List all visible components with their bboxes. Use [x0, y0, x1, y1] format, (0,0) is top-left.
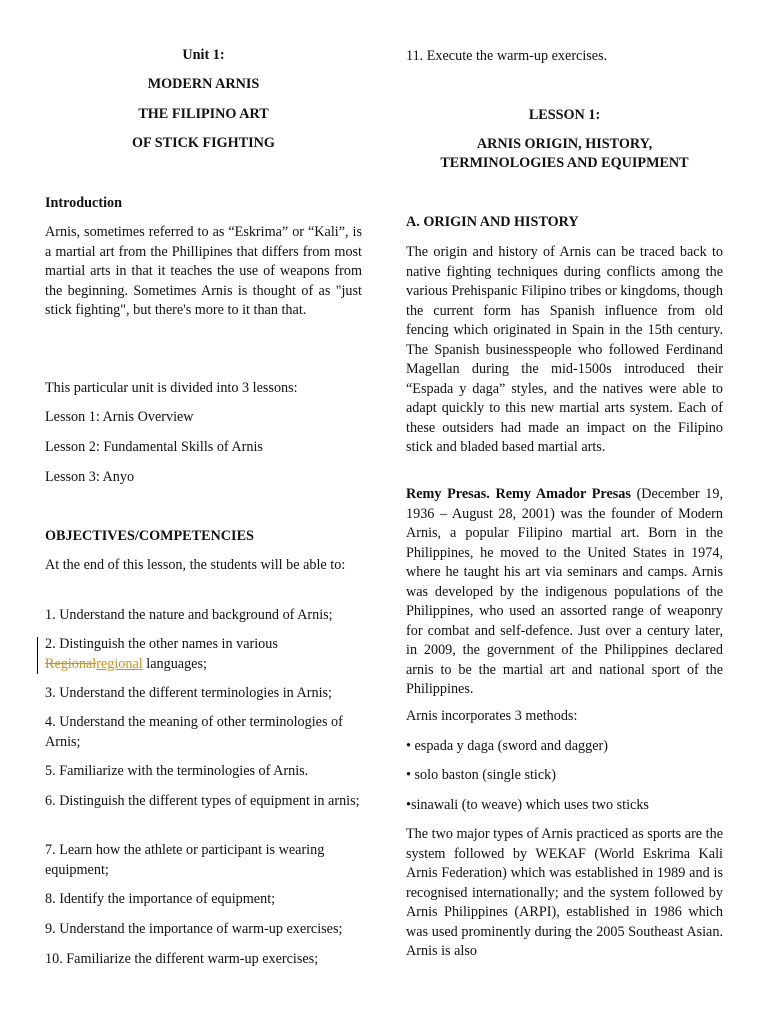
objective-2 — [45, 635, 362, 674]
method-item-1: • espada y daga (sword and dagger) — [406, 738, 608, 754]
origin-history-heading: A. ORIGIN AND HISTORY — [406, 214, 579, 230]
unit-title-line-1: MODERN ARNIS — [147, 76, 260, 92]
remy-presas-text: (December 19, 1936 – August 28, 2001) was the founder of Modern Arnis, a popular Filipino martial art. Born in the Philippines, he moved to the United States in 1974, where he taught his art via seminars and camps. Arnis was developed by the indigenous populations of the Philippines, who used an assorted range of weaponry for combat and self-defence. Just over a century later, in 2009, the government of the Philippines declared arnis to be the martial art and national sport of the Philippines. — [406, 486, 724, 697]
lesson-subtitle-line-2: TERMINOLOGIES AND EQUIPMENT — [440, 155, 689, 171]
revision-change-bar — [37, 637, 38, 674]
objective-11: 11. Execute the warm-up exercises. — [406, 48, 608, 64]
objectives-intro: At the end of this lesson, the students will be able to: — [45, 557, 346, 573]
objective-2-prefix: 2. Distinguish the other names in various — [45, 636, 278, 652]
objective-6: 6. Distinguish the different types of equipment in arnis; — [45, 793, 360, 809]
lesson-item-2: Lesson 2: Fundamental Skills of Arnis — [45, 439, 263, 455]
objective-8: 8. Identify the importance of equipment; — [45, 891, 276, 907]
objective-10: 10. Familiarize the different warm-up exercises; — [45, 951, 319, 967]
lesson-title: LESSON 1: — [528, 107, 601, 123]
lesson-item-1: Lesson 1: Arnis Overview — [45, 409, 194, 425]
remy-presas-paragraph — [406, 485, 723, 700]
introduction-heading: Introduction — [45, 195, 122, 211]
unit-label: Unit 1: — [182, 47, 225, 63]
method-item-3: •sinawali (to weave) which uses two sticks — [406, 797, 649, 813]
lesson-item-3: Lesson 3: Anyo — [45, 469, 135, 485]
objective-4: 4. Understand the meaning of other terminologies of Arnis; — [45, 714, 343, 750]
objective-5: 5. Familiarize with the terminologies of Arnis. — [45, 763, 309, 779]
objectives-heading: OBJECTIVES/COMPETENCIES — [45, 528, 254, 544]
remy-presas-name: Remy Presas. Remy Amador Presas — [406, 486, 631, 502]
objective-7: 7. Learn how the athlete or participant is wearing equipment; — [45, 842, 325, 878]
arnis-types-paragraph: The two major types of Arnis practiced as sports are the system followed by WEKAF (World Eskrima Kali Arnis Federation) which was established in 1989 and is recognised internationally; and the system followed by Arnis Philippines (ARPI), established in 1986 which was used prominently during the 2005 Southeast Asian. Arnis is also — [406, 826, 723, 959]
objective-9: 9. Understand the importance of warm-up exercises; — [45, 921, 343, 937]
introduction-paragraph: Arnis, sometimes referred to as “Eskrima” or “Kali”, is a martial art from the Phillipines that differs from most martial arts in that it teaches the use of weapons from the beginning. Sometimes Arnis is thought of as "just stick fighting", but there's more to it than that. — [45, 224, 362, 318]
objective-2-suffix: languages; — [142, 655, 207, 672]
origin-history-paragraph: The origin and history of Arnis can be traced back to native fighting techniques during conflicts among the various Prehispanic Filipino tribes or kingdoms, though the current form has Spanish influence from old fencing which originated in Spain in the 15th century. The Spanish businesspeople who followed Ferdinand Magellan during the mid-1500s introduced their “Espada y daga” styles, and the natives were able to adapt quickly to this new martial arts system. Each of these outsiders had made an impact on the Filipino stick and bladed based martial arts. — [406, 244, 723, 455]
tracked-deletion: Regional — [45, 655, 97, 672]
unit-divided-text: This particular unit is divided into 3 lessons: — [45, 380, 298, 396]
unit-title-line-3: OF STICK FIGHTING — [132, 135, 275, 151]
lesson-subtitle-line-1: ARNIS ORIGIN, HISTORY, — [476, 136, 653, 152]
objective-3: 3. Understand the different terminologies in Arnis; — [45, 685, 332, 701]
methods-intro: Arnis incorporates 3 methods: — [406, 708, 578, 724]
method-item-2: • solo baston (single stick) — [406, 767, 556, 783]
tracked-insertion: regional — [96, 655, 143, 672]
objective-1: 1. Understand the nature and background of Arnis; — [45, 607, 333, 623]
unit-title-line-2: THE FILIPINO ART — [138, 106, 269, 122]
